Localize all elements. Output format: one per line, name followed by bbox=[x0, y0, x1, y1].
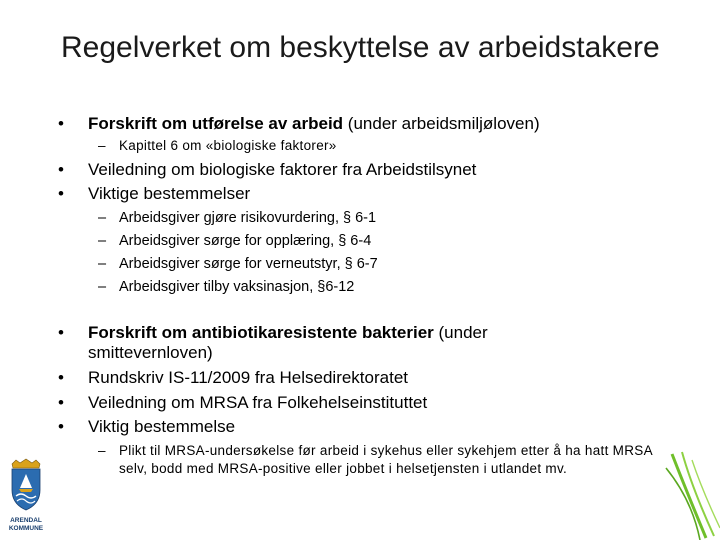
bullet-text: Rundskriv IS-11/2009 fra Helsedirektoratet bbox=[88, 368, 409, 387]
bullet-icon: • bbox=[58, 417, 64, 436]
bullet-icon: • bbox=[58, 184, 64, 203]
dash-icon: – bbox=[98, 233, 107, 249]
bullet-icon: • bbox=[58, 323, 64, 342]
dash-icon: – bbox=[98, 443, 106, 458]
bullet-text: Veiledning om biologiske faktorer fra Arbeidstilsynet bbox=[88, 160, 477, 179]
dash-icon: – bbox=[98, 279, 107, 295]
sub-bullet-text: Arbeidsgiver sørge for opplæring, § 6-4 bbox=[119, 233, 372, 249]
bullet-icon: • bbox=[58, 160, 64, 179]
bullet-text: Forskrift om antibiotikaresistente bakterier (under smittevernloven) bbox=[88, 323, 488, 362]
slide-title: Regelverket om beskyttelse av arbeidstakere bbox=[61, 31, 660, 64]
bullet-icon: • bbox=[58, 393, 64, 412]
bullet-icon: • bbox=[58, 114, 64, 133]
sub-bullet-text: Arbeidsgiver tilby vaksinasjon, §6-12 bbox=[119, 279, 355, 295]
bullet-text: Veiledning om MRSA fra Folkehelseinstituttet bbox=[88, 393, 428, 412]
decorative-green-swoosh-icon bbox=[662, 450, 720, 540]
bullet-text: Viktige bestemmelser bbox=[88, 184, 251, 203]
bullet-text: Viktig bestemmelse bbox=[88, 417, 236, 436]
dash-icon: – bbox=[98, 256, 107, 272]
arendal-kommune-coat-of-arms-icon bbox=[6, 458, 46, 538]
sub-bullet-text: Arbeidsgiver sørge for verneutstyr, § 6-7 bbox=[119, 256, 378, 272]
sub-bullet-text: Arbeidsgiver gjøre risikovurdering, § 6-1 bbox=[119, 210, 377, 226]
dash-icon: – bbox=[98, 138, 106, 153]
sub-bullet-text: Kapittel 6 om «biologiske faktorer» bbox=[119, 138, 337, 153]
bullet-icon: • bbox=[58, 368, 64, 387]
sub-bullet-text: Plikt til MRSA-undersøkelse før arbeid i sykehus eller sykehjem etter å ha hatt MRSA selv, bodd med MRSA-positive eller jobbet i helsetjensten i utlandet mv. bbox=[119, 443, 653, 476]
dash-icon: – bbox=[98, 210, 107, 226]
logo-line1: ARENDAL bbox=[10, 517, 42, 524]
bullet-text: Forskrift om utførelse av arbeid (under arbeidsmiljøloven) bbox=[88, 114, 540, 133]
logo-line2: KOMMUNE bbox=[8, 525, 44, 532]
